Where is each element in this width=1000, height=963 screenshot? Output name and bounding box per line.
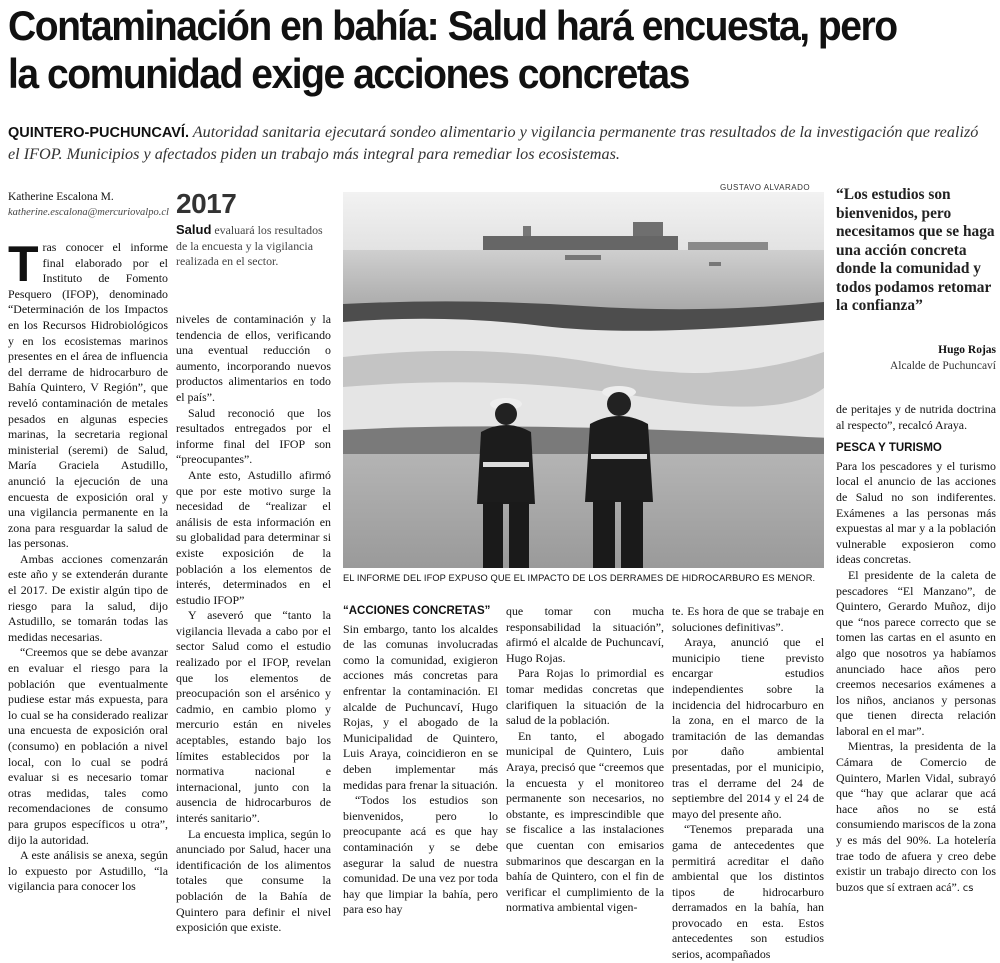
paragraph: Mientras, la presidenta de la Cámara de Comercio de Quintero, Marlen Vidal, subrayó que “hay que aclarar que acá hace años no se está consumiendo mariscos de la zona y es más del 90%. La hotelería trae todo de afuera y creo debe existir un trabajo directo con los buzos que sí extraen acá”. cs — [836, 739, 996, 894]
paragraph: Para los pescadores y el turismo local el anuncio de las acciones de Salud no son indiferentes. Exámenes a las personas más expuestas al mar y a la población vulnerable exposieron como ideas concretas. — [836, 458, 996, 567]
paragraph: Para Rojas lo primordial es tomar medidas concretas que clarifiquen la situación de la salud de la población. — [506, 666, 664, 728]
paragraph: niveles de contaminación y la tendencia de ellos, verificando una eventual reducción o aumento, incorporando nuevos productos alimentarios en todo el país”. — [176, 312, 331, 404]
quote-attribution-name: Hugo Rojas — [938, 344, 996, 356]
deck-text: Autoridad sanitaria ejecutará sondeo alimentario y vigilancia permanente tras resultados de la investigación que realizó el IFOP. Municipios y afectados piden un trabajo más integral para remediar los ecosistemas. — [8, 123, 979, 163]
paragraph: A este análisis se anexa, según lo expuesto por Astudillo, “la vigilancia para conocer los — [8, 848, 168, 894]
paragraph: Salud reconoció que los resultados entregados por el informe final del IFOP son “preocupantes”. — [176, 405, 331, 467]
paragraph: de peritajes y de nutrida doctrina al respecto”, recalcó Araya. — [836, 402, 996, 432]
column-2 — [176, 312, 331, 936]
byline-email: katherine.escalona@mercuriovalpo.cl — [8, 207, 169, 218]
deck — [8, 122, 993, 165]
photo-credit: GUSTAVO ALVARADO — [720, 183, 811, 192]
quote-attribution-role: Alcalde de Puchuncaví — [889, 360, 996, 372]
paragraph: El presidente de la caleta de pescadores “El Manzano”, de Quintero, Gerardo Muñoz, dijo que “nos parece correcto que se tomen las cartas en el asunto en algo que nosotros ya habíamos anunciado hace años pero creemos necesarios exámenes a los niños, ancianos y personas que tienen directa relación laboral en el mar”. — [836, 567, 996, 738]
column-3 — [343, 604, 498, 918]
stat-subject: Salud — [176, 222, 212, 237]
paragraph: que tomar con mucha responsabilidad la situación”, afirmó el alcalde de Puchuncaví, Hugo Rojas. — [506, 604, 664, 665]
headline: Contaminación en bahía: Salud hará encuesta, pero la comunidad exige acciones concretas — [8, 2, 897, 97]
paragraph: “Creemos que se debe avanzar en evaluar el riesgo para la población que eventualmente pudiese estar más expuesta, para lo cual se ha considerado realizar una encuesta de exposición oral (consumo) en población a nivel local, con lo cual se podrá evaluar si es necesario tomar otras medidas, tales como recomendaciones de consumo para grupos específicos u otra”, dijo la autoridad. — [8, 645, 168, 847]
pull-quote: “Los estudios son bienvenidos, pero necesitamos que se haga una acción concreta donde la comunidad y todos podamos retomar la confianza” — [836, 186, 995, 314]
paragraph: Y aseveró que “tanto la vigilancia llevada a cabo por el sector Salud como el estudio realizado por el IFOP, revelan que los elementos de preocupación son el arsénico y cadmio, en cambio plomo y mercurio están en niveles aceptables, estando bajo los límites establecidos por la normativa nacional e internacional, junto con la ausencia de hidrocarburos de interés sanitario”. — [176, 608, 331, 825]
byline-author: Katherine Escalona M. — [8, 191, 114, 203]
end-mark-icon: cs — [962, 882, 974, 894]
dropcap: T — [8, 236, 39, 292]
paragraph: La encuesta implica, según lo anunciado por Salud, hacer una identificación de los alimentos totales que consume la población de la Bahía de Quintero para definir el nivel exposición que existe. — [176, 826, 331, 935]
stat-year: 2017 — [176, 188, 237, 219]
paragraph: Ambas acciones comenzarán este año y se extenderán durante el 2017. De existir algún tipo de riesgo para la salud, dijo Astudillo, se tomarán todas las medidas necesarias. — [8, 551, 168, 644]
column-4 — [506, 604, 664, 916]
paragraph: Tras conocer el informe final elaborado por el Instituto de Fomento Pesquero (IFOP), denominado “Determinación de los Impactos en los Recursos Hidrobiológicos y en los ecosistemas marinos presentes en el área de influencia del derrame de hidrocarburo de Bahía Quintero, V Región”, que reveló contaminación de metales pesados en algunas especies marinas, la secretaria regional ministerial (seremi) de Salud, María Graciela Astudillo, anunció la ejecución de una encuesta de exposición oral y una vigilancia permanente en la zona para resguardar la salud de las personas. — [8, 236, 168, 551]
news-photo — [343, 192, 824, 568]
paragraph: En tanto, el abogado municipal de Quintero, Luis Araya, precisó que “creemos que la encuesta y el monitoreo permanente son necesarios, no obstante, es imprescindible que se fiscalice a las instalaciones que cuentan con emisarios submarinos que descargan en la bahía de Quintero, con el fin de verificar el cumplimiento de la normativa ambiental vigen- — [506, 728, 664, 915]
column-6 — [836, 402, 996, 896]
deck-lead: QUINTERO-PUCHUNCAVÍ. — [8, 125, 189, 141]
paragraph: “Tenemos preparada una gama de antecedentes que permitirá acreditar el daño ambiental que los distintos tipos de hidrocarburo derramados en la bahía, han provocado en esta. Estos antecedentes son estudios serios, acompañados — [672, 822, 824, 962]
column-1 — [8, 236, 168, 895]
paragraph: Araya, anunció que el municipio tiene previsto encargar estudios independientes sobre la incidencia del hidrocarburo en la zona, en el marco de la tramitación de las demandas por daño ambiental presentadas, por el municipio, tras el derrame del 24 de septiembre del 2014 y el 24 de mayo del presente año. — [672, 635, 824, 821]
paragraph: Sin embargo, tanto los alcaldes de las comunas involucradas como la comunidad, exigieron acciones más concretas para enfrentar la contaminación. El alcalde de Puchuncaví, Hugo Rojas, y el abogado de la Municipalidad de Quintero, Luis Araya, coincidieron en se deben implementar más medidas para frenar la situación. — [343, 621, 498, 792]
stat-text: Salud evaluará los resultados de la encuesta y la vigilancia realizada en el sector. — [176, 222, 323, 269]
paragraph: te. Es hora de que se trabaje en soluciones definitivas”. — [672, 604, 824, 634]
column-5 — [672, 604, 824, 963]
paragraph: Ante esto, Astudillo afirmó que por este motivo surge la necesidad de “realizar el análisis de esta información en su globalidad para determinar si existe exposición de la población a los elementos de interés, determinados en el estudio IFOP” — [176, 467, 331, 607]
photo-caption: EL INFORME DEL IFOP EXPUSO QUE EL IMPACTO DE LOS DERRAMES DE HIDROCARBURO ES MENOR. — [343, 573, 816, 583]
paragraph: “Todos los estudios son bienvenidos, pero lo preocupante acá es que hay contaminación y se debe asegurar la salud de nuestra comunidad. De una vez por toda hay que limpiar la bahía, pero para eso hay — [343, 793, 498, 917]
subhead: “ACCIONES CONCRETAS” — [343, 605, 491, 617]
beach-photo-illustration — [343, 192, 824, 568]
byline — [8, 190, 170, 220]
subhead: PESCA Y TURISMO — [836, 442, 942, 455]
